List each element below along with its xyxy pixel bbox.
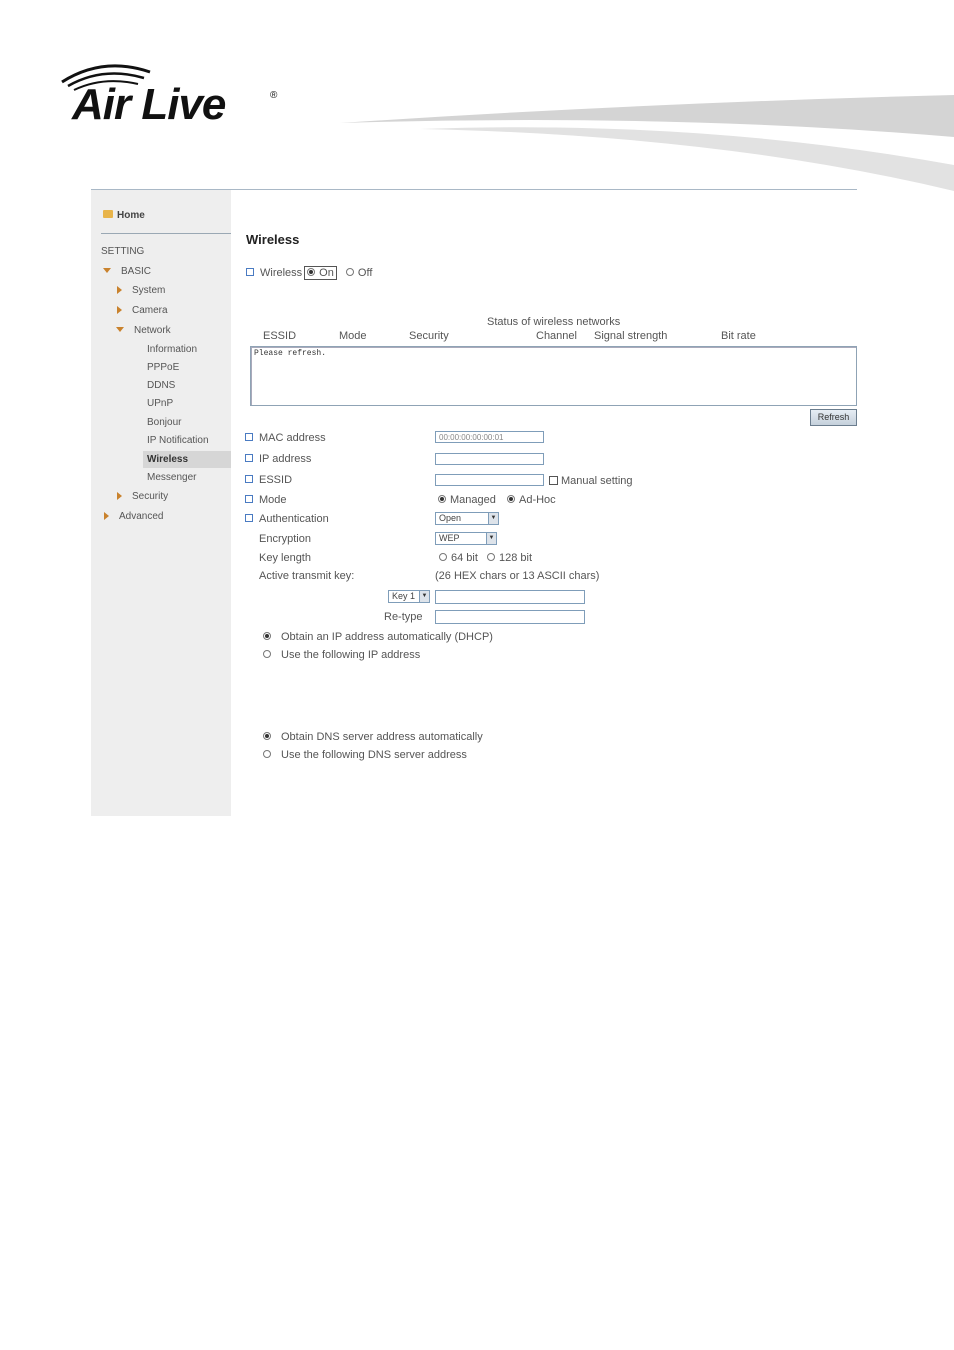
checkbox-icon bbox=[245, 475, 253, 483]
col-mode: Mode bbox=[339, 330, 367, 342]
chevron-right-icon bbox=[104, 512, 109, 520]
sidebar-item-camera[interactable] bbox=[117, 305, 168, 316]
mode-managed-radio[interactable] bbox=[438, 494, 496, 506]
checkbox-icon bbox=[245, 495, 253, 503]
essid-label-row bbox=[245, 474, 292, 486]
sidebar-item-basic[interactable] bbox=[103, 266, 151, 277]
sidebar-item-information[interactable]: Information bbox=[147, 344, 198, 355]
bit128-label: 128 bit bbox=[499, 552, 533, 564]
ip-address-field[interactable] bbox=[435, 453, 544, 465]
radio-selected-icon bbox=[507, 495, 515, 503]
radio-icon bbox=[346, 268, 354, 276]
sidebar-item-wireless[interactable]: Wireless bbox=[143, 451, 231, 468]
radio-icon bbox=[439, 553, 447, 561]
retype-label: Re-type bbox=[384, 611, 423, 623]
sidebar-item-pppoe[interactable]: PPPoE bbox=[147, 362, 180, 373]
managed-label: Managed bbox=[450, 494, 496, 506]
dhcp-radio[interactable] bbox=[263, 631, 493, 643]
retype-field[interactable] bbox=[435, 610, 585, 624]
sidebar-item-bonjour[interactable]: Bonjour bbox=[147, 417, 182, 428]
select-value: WEP bbox=[439, 533, 460, 543]
chevron-right-icon bbox=[117, 492, 122, 500]
wireless-toggle-row bbox=[246, 266, 372, 280]
dns-manual-radio[interactable] bbox=[263, 749, 467, 761]
sidebar-item-label: BASIC bbox=[121, 266, 152, 277]
radio-selected-icon bbox=[263, 732, 271, 740]
on-label: On bbox=[319, 267, 334, 279]
static-ip-label: Use the following IP address bbox=[281, 649, 421, 661]
page-title: Wireless bbox=[246, 232, 300, 247]
auth-label-row bbox=[245, 513, 329, 525]
mac-label: MAC address bbox=[259, 432, 326, 444]
sidebar-item-security[interactable] bbox=[117, 491, 168, 502]
key-hint: (26 HEX chars or 13 ASCII chars) bbox=[435, 570, 600, 582]
header-swoosh bbox=[340, 85, 954, 205]
home-icon bbox=[103, 210, 113, 218]
ip-label-row bbox=[245, 453, 311, 465]
sidebar-item-ip-notification[interactable]: IP Notification bbox=[147, 435, 209, 446]
chevron-down-icon bbox=[116, 327, 124, 332]
divider bbox=[101, 233, 231, 234]
ip-label: IP address bbox=[259, 453, 312, 465]
radio-icon bbox=[487, 553, 495, 561]
camera-web-ui bbox=[91, 189, 857, 816]
main-panel bbox=[231, 190, 857, 816]
key-128bit-radio[interactable] bbox=[487, 552, 532, 564]
sidebar-item-upnp[interactable]: UPnP bbox=[147, 398, 174, 409]
chevron-down-icon: ▼ bbox=[486, 533, 496, 544]
airlive-logo bbox=[58, 62, 288, 132]
status-textarea[interactable]: Please refresh. bbox=[250, 346, 857, 406]
static-ip-radio[interactable] bbox=[263, 649, 420, 661]
sidebar-item-label: System bbox=[132, 285, 166, 296]
sidebar-item-label: Network bbox=[134, 325, 171, 336]
sidebar-item-home[interactable] bbox=[103, 210, 145, 221]
col-channel: Channel bbox=[536, 330, 577, 342]
sidebar-item-ddns[interactable]: DDNS bbox=[147, 380, 176, 391]
dns-auto-radio[interactable] bbox=[263, 731, 483, 743]
dns-auto-label: Obtain DNS server address automatically bbox=[281, 731, 483, 743]
chevron-right-icon bbox=[117, 306, 122, 314]
checkbox-icon bbox=[245, 514, 253, 522]
dns-manual-label: Use the following DNS server address bbox=[281, 749, 467, 761]
logo-wordmark: Air Live bbox=[72, 80, 226, 129]
chevron-down-icon: ▼ bbox=[419, 591, 429, 602]
select-value: Open bbox=[439, 513, 462, 523]
mode-label: Mode bbox=[259, 494, 287, 506]
adhoc-label: Ad-Hoc bbox=[519, 494, 556, 506]
col-signal-strength: Signal strength bbox=[594, 330, 668, 342]
manual-setting-label: Manual setting bbox=[561, 475, 633, 487]
select-value: Key 1 bbox=[392, 591, 416, 601]
key-length-label: Key length bbox=[259, 552, 311, 564]
wireless-label: Wireless bbox=[260, 267, 303, 279]
checkbox-icon bbox=[549, 476, 558, 485]
col-bit-rate: Bit rate bbox=[721, 330, 756, 342]
sidebar-item-label: Advanced bbox=[119, 511, 164, 522]
wireless-on-radio[interactable] bbox=[304, 266, 337, 280]
active-key-label: Active transmit key: bbox=[259, 570, 355, 582]
sidebar-heading-setting: SETTING bbox=[101, 246, 145, 257]
checkbox-icon bbox=[245, 433, 253, 441]
key-64bit-radio[interactable] bbox=[439, 552, 478, 564]
encryption-label: Encryption bbox=[259, 533, 311, 545]
chevron-down-icon: ▼ bbox=[488, 513, 498, 524]
mode-adhoc-radio[interactable] bbox=[507, 494, 556, 506]
key-field[interactable] bbox=[435, 590, 585, 604]
sidebar-item-advanced[interactable] bbox=[104, 511, 163, 522]
sidebar-item-label: Security bbox=[132, 491, 169, 502]
bit64-label: 64 bit bbox=[451, 552, 478, 564]
sidebar bbox=[91, 190, 231, 816]
encryption-select[interactable] bbox=[435, 532, 497, 545]
sidebar-item-system[interactable] bbox=[117, 285, 165, 296]
manual-setting-checkbox[interactable] bbox=[549, 475, 633, 487]
sidebar-item-label: Home bbox=[117, 210, 145, 221]
refresh-button[interactable]: Refresh bbox=[810, 409, 857, 426]
key-index-select[interactable] bbox=[388, 590, 430, 603]
sidebar-item-label: Camera bbox=[132, 305, 168, 316]
checkbox-icon bbox=[245, 454, 253, 462]
essid-label: ESSID bbox=[259, 474, 293, 486]
checkbox-icon bbox=[246, 268, 254, 276]
authentication-select[interactable] bbox=[435, 512, 499, 525]
wireless-off-radio[interactable] bbox=[346, 267, 372, 279]
radio-icon bbox=[263, 750, 271, 758]
status-title: Status of wireless networks bbox=[487, 316, 621, 328]
essid-field[interactable] bbox=[435, 474, 544, 486]
sidebar-item-network[interactable] bbox=[116, 325, 171, 336]
mode-label-row bbox=[245, 494, 287, 506]
radio-selected-icon bbox=[263, 632, 271, 640]
radio-selected-icon bbox=[307, 268, 315, 276]
dhcp-label: Obtain an IP address automatically (DHCP) bbox=[281, 631, 493, 643]
off-label: Off bbox=[357, 267, 373, 279]
col-essid: ESSID bbox=[263, 330, 297, 342]
radio-selected-icon bbox=[438, 495, 446, 503]
radio-icon bbox=[263, 650, 271, 658]
registered-mark: ® bbox=[270, 90, 278, 101]
chevron-down-icon bbox=[103, 268, 111, 273]
auth-label: Authentication bbox=[259, 513, 329, 525]
mac-label-row bbox=[245, 432, 326, 444]
col-security: Security bbox=[409, 330, 449, 342]
sidebar-item-messenger[interactable]: Messenger bbox=[147, 472, 197, 483]
chevron-right-icon bbox=[117, 286, 122, 294]
mac-address-field: 00:00:00:00:00:01 bbox=[435, 431, 544, 443]
